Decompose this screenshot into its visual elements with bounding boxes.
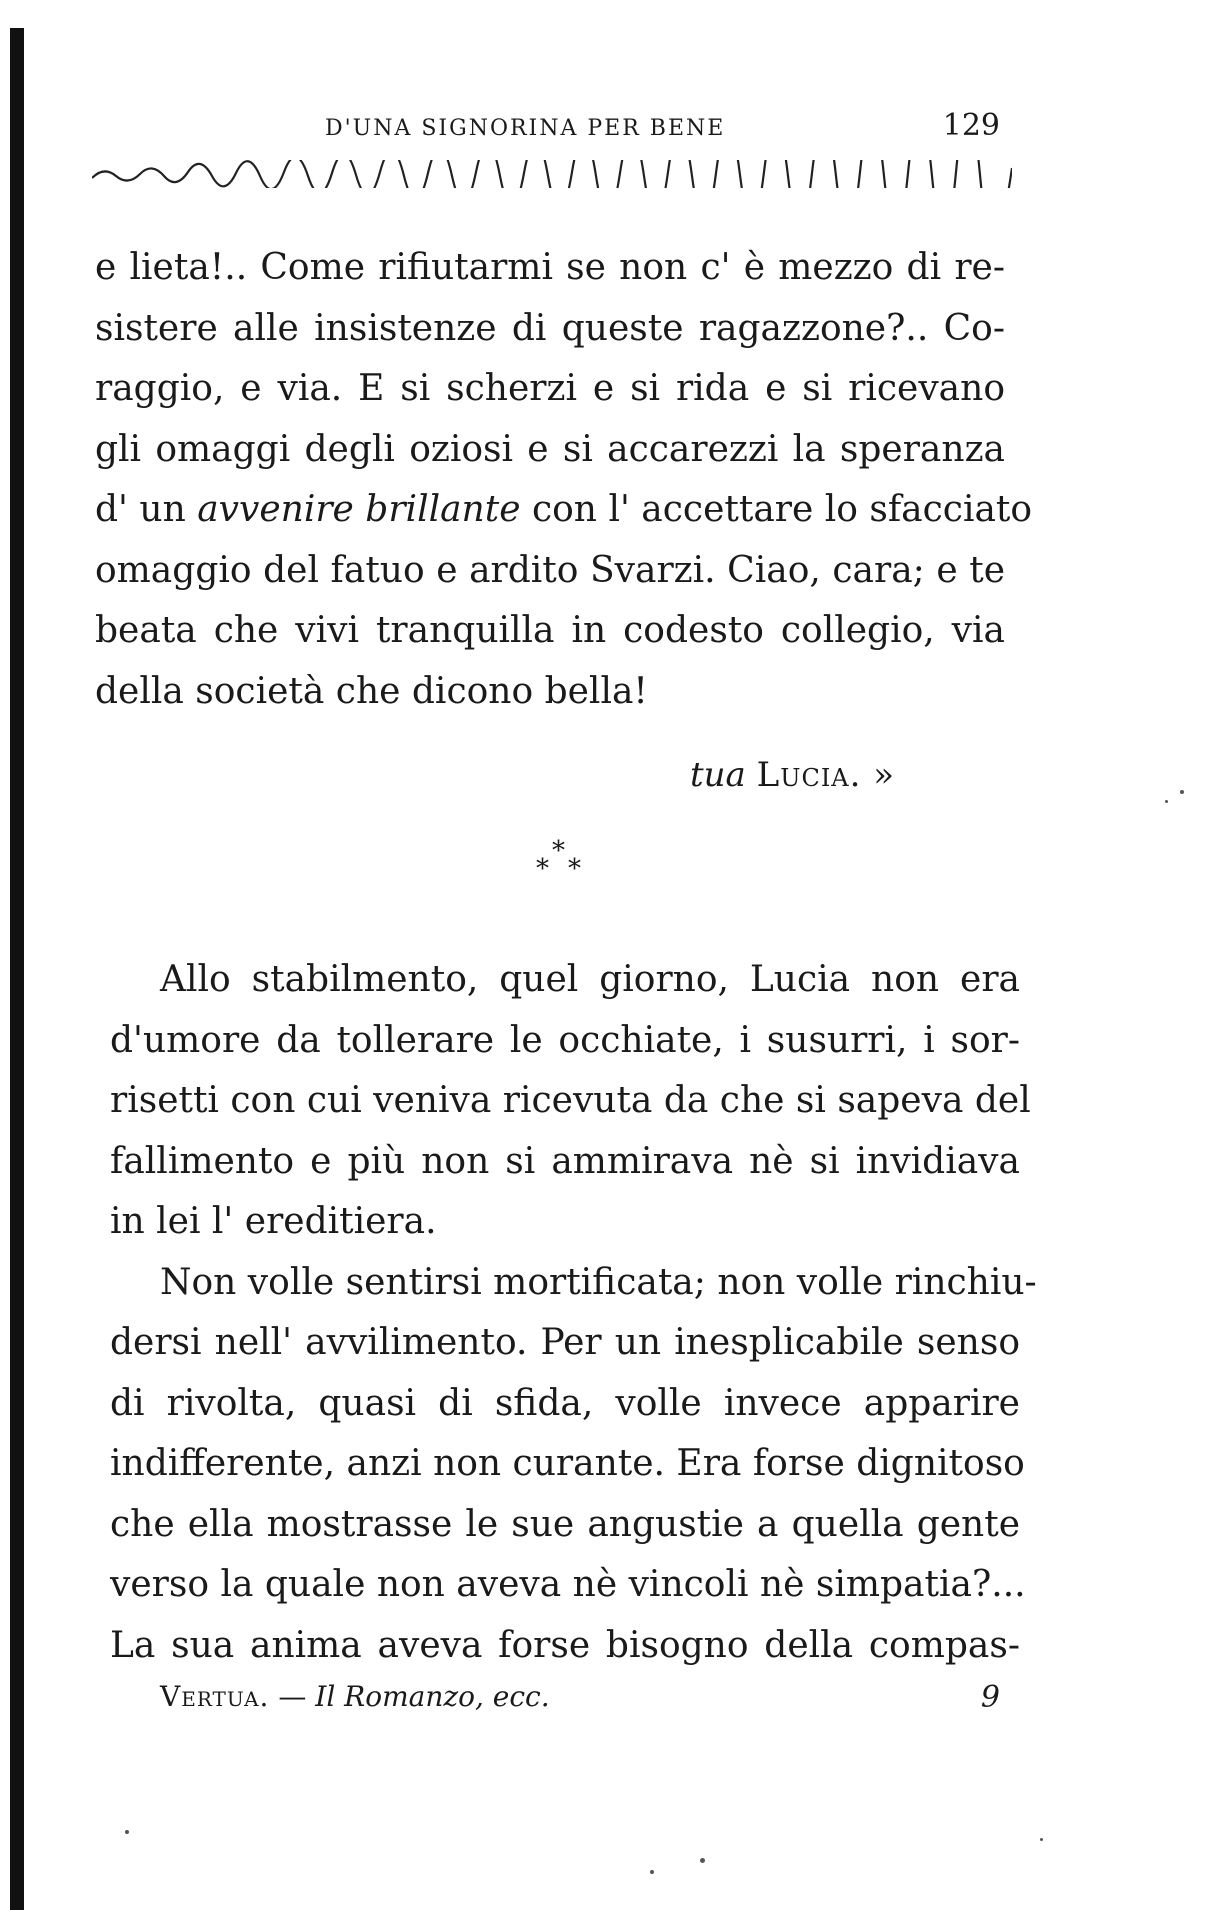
text-line: che ella mostrasse le sue angustie a quella gente bbox=[110, 1503, 1020, 1545]
footer-title: Il Romanzo, ecc. bbox=[315, 1680, 550, 1713]
page-number: 129 bbox=[942, 108, 1000, 143]
page-spine-edge bbox=[10, 28, 24, 1910]
paper-speck bbox=[1040, 1838, 1043, 1841]
paper-speck bbox=[125, 1830, 129, 1834]
text-line: Allo stabilmento, quel giorno, Lucia non era bbox=[160, 959, 1020, 1000]
text-line: e lieta!.. Come rifiutarmi se non c' è mezzo di re- bbox=[95, 247, 1005, 288]
paper-speck bbox=[700, 1858, 705, 1863]
text-line: sistere alle insistenze di queste ragazzone?.. Co- bbox=[95, 307, 1005, 349]
text-line: indifferente, anzi non curante. Era forse dignitoso bbox=[110, 1443, 1025, 1484]
running-title: D'UNA SIGNORINA PER BENE bbox=[325, 116, 726, 141]
text-line: beata che vivi tranquilla in codesto collegio, via bbox=[95, 610, 1005, 651]
footer-dash: — bbox=[269, 1680, 316, 1713]
italic-phrase: avvenire brillante bbox=[197, 489, 521, 530]
text-line: in lei l' ereditiera. bbox=[110, 1201, 437, 1242]
wavy-rule bbox=[92, 160, 1012, 188]
text-line: dersi nell' avvilimento. Per un inesplicabile senso bbox=[110, 1322, 1020, 1363]
text-line: verso la quale non aveva nè vincoli nè simpatia?... bbox=[110, 1564, 1026, 1605]
text-line: omaggio del fatuo e ardito Svarzi. Ciao, cara; e te bbox=[95, 549, 1005, 591]
paper-speck bbox=[1165, 800, 1168, 803]
signature-tua: tua bbox=[690, 755, 746, 795]
narrative-text bbox=[110, 950, 1037, 1676]
text-line: Non volle sentirsi mortificata; non volle rinchiu- bbox=[160, 1261, 1037, 1303]
asterism-star: * bbox=[568, 854, 581, 884]
paper-speck bbox=[1180, 790, 1184, 794]
text-line: della società che dicono bella! bbox=[95, 670, 648, 712]
letter-text bbox=[95, 238, 1033, 722]
letter-signature bbox=[690, 755, 895, 795]
asterism-star: * bbox=[552, 836, 565, 866]
asterism-star: * bbox=[536, 854, 549, 884]
text-line: fallimento e più non si ammirava nè si invidiava bbox=[110, 1140, 1020, 1182]
text-line: di rivolta, quasi di sfida, volle invece apparire bbox=[110, 1382, 1020, 1424]
page-footer bbox=[160, 1680, 1000, 1713]
text-line: raggio, e via. E si scherzi e si rida e si ricevano bbox=[95, 368, 1005, 409]
asterism bbox=[530, 836, 590, 896]
text-line: La sua anima aveva forse bisogno della compas- bbox=[110, 1624, 1020, 1666]
footer-author: Vertua. bbox=[160, 1680, 270, 1713]
text-line: d'umore da tollerare le occhiate, i susurri, i sor- bbox=[110, 1019, 1020, 1061]
paper-speck bbox=[650, 1870, 654, 1874]
text-segment: con l' accettare lo sfacciato bbox=[520, 489, 1033, 530]
text-line bbox=[95, 480, 1033, 541]
signature-name: Lucia. » bbox=[756, 755, 896, 795]
text-segment: d' un bbox=[95, 489, 198, 530]
text-line: gli omaggi degli oziosi e si accarezzi la speranza bbox=[95, 428, 1005, 470]
text-line: risetti con cui veniva ricevuta da che si sapeva del bbox=[110, 1080, 1031, 1121]
page-header bbox=[100, 108, 1000, 148]
signature-mark: 9 bbox=[980, 1680, 1000, 1715]
